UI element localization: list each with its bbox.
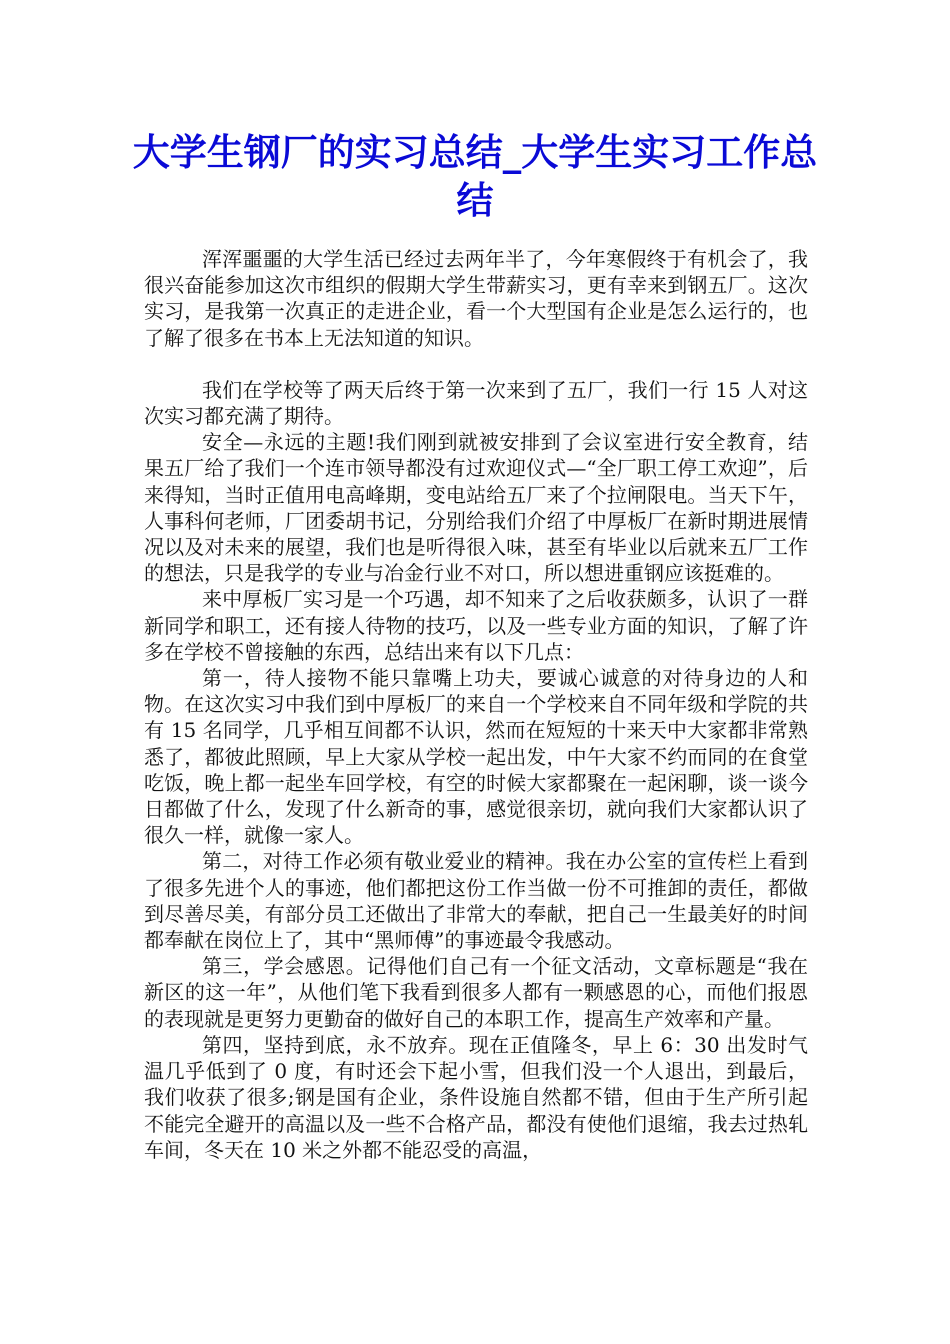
paragraph-summary-intro: 来中厚板厂实习是一个巧遇，却不知来了之后收获颇多，认识了一群新同学和职工，还有接人待物的技巧，以及一些专业方面的知识，了解了许多在学校不曾接触的东西，总结出来有以下几点： <box>144 587 808 664</box>
paragraph-arrival: 我们在学校等了两天后终于第一次来到了五厂，我们一行 15 人对这次实习都充满了期待。 <box>144 377 808 429</box>
paragraph-point-four: 第四，坚持到底，永不放弃。现在正值隆冬，早上 6：30 出发时气温几乎低到了 0 度，有时还会下起小雪，但我们没一个人退出，到最后，我们收获了很多;钢是国有企业，条件设施自然都不错，但由于生产所引起不能完全避开的高温以及一些不合格产品，都没有使他们退缩，我去过热轧车间，冬天在 10 米之外都不能忍受的高温， <box>144 1032 808 1162</box>
paragraph-intro: 浑浑噩噩的大学生活已经过去两年半了，今年寒假终于有机会了，我很兴奋能参加这次市组织的假期大学生带薪实习，更有幸来到钢五厂。这次实习，是我第一次真正的走进企业，看一个大型国有企业是怎么运行的，也了解了很多在书本上无法知道的知识。 <box>144 247 808 350</box>
paragraph-point-three: 第三，学会感恩。记得他们自己有一个征文活动，文章标题是“我在新区的这一年”，从他们笔下我看到很多人都有一颗感恩的心，而他们报恩的表现就是更努力更勤奋的做好自己的本职工作，提高生产效率和产量。 <box>144 954 808 1031</box>
document-body <box>144 246 808 1163</box>
paragraph-point-two: 第二，对待工作必须有敬业爱业的精神。我在办公室的宣传栏上看到了很多先进个人的事迹，他们都把这份工作当做一份不可推卸的责任，都做到尽善尽美，有部分员工还做出了非常大的奉献，把自己一生最美好的时间都奉献在岗位上了，其中“黑师傅”的事迹最令我感动。 <box>144 849 808 953</box>
paragraph-point-one: 第一，待人接物不能只靠嘴上功夫，要诚心诚意的对待身边的人和物。在这次实习中我们到中厚板厂的来自一个学校来自不同年级和学院的共有 15 名同学，几乎相互间都不认识，然而在短短的十来天中大家都非常熟悉了，都彼此照顾，早上大家从学校一起出发，中午大家不约而同的在食堂吃饭，晚上都一起坐车回学校，有空的时候大家都聚在一起闲聊，谈一谈今日都做了什么，发现了什么新奇的事，感觉很亲切，就向我们大家都认识了很久一样，就像一家人。 <box>144 666 808 848</box>
document-title: 大学生钢厂的实习总结_大学生实习工作总结 <box>132 130 818 222</box>
paragraph-safety: 安全—永远的主题!我们刚到就被安排到了会议室进行安全教育，结果五厂给了我们一个连市领导都没有过欢迎仪式—“全厂职工停工欢迎”，后来得知，当时正值用电高峰期，变电站给五厂来了个拉闸限电。当天下午，人事科何老师，厂团委胡书记，分别给我们介绍了中厚板厂在新时期进展情况以及对未来的展望，我们也是听得很入味，甚至有毕业以后就来五厂工作的想法，只是我学的专业与冶金行业不对口，所以想进重钢应该挺难的。 <box>144 430 808 586</box>
